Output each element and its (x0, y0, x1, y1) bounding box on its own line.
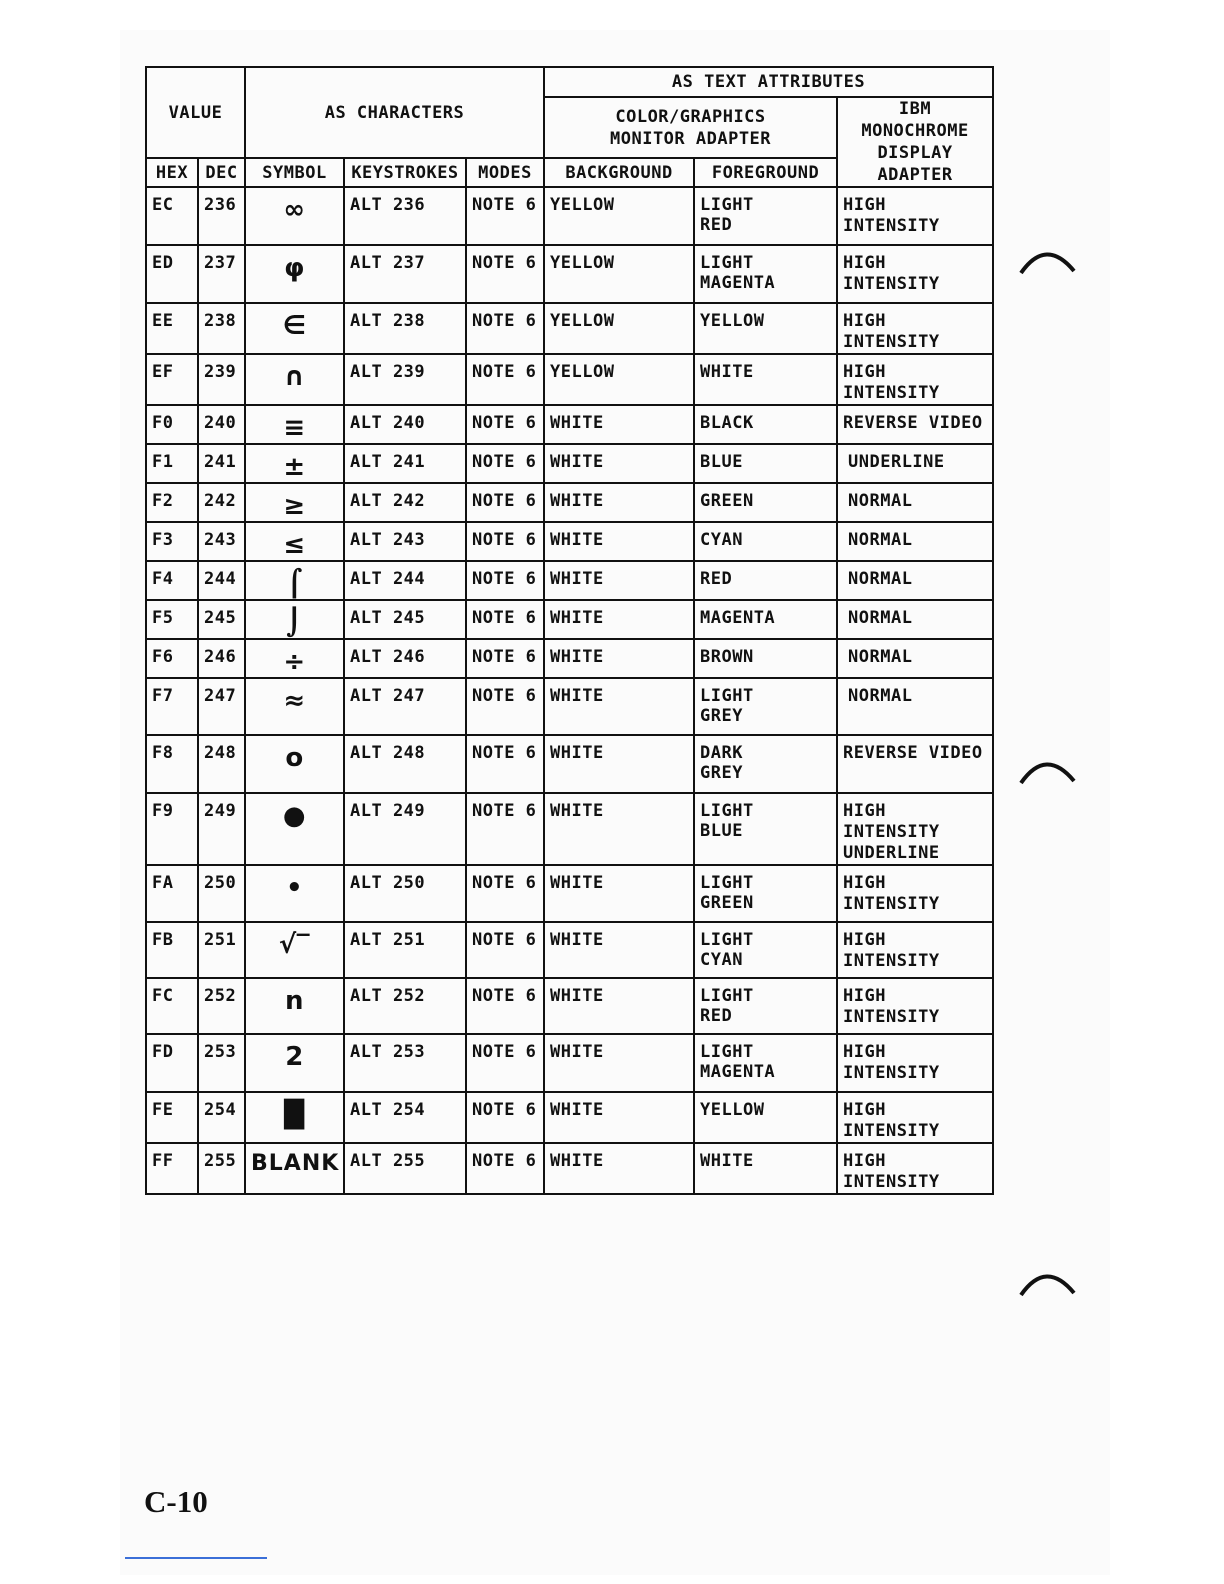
table-row (146, 522, 993, 561)
cell-symbol: ∈ (245, 303, 344, 354)
table-row (146, 483, 993, 522)
cell-dec: 251 (198, 922, 245, 978)
cell-hex: FA (146, 865, 198, 922)
table-row (146, 444, 993, 483)
cell-keystrokes: ALT 250 (344, 865, 466, 922)
table-row (146, 793, 993, 865)
cell-keystrokes: ALT 242 (344, 483, 466, 522)
header-dec: DEC (198, 158, 245, 187)
cell-foreground: RED (694, 561, 837, 600)
tab-marker-icon (1018, 243, 1076, 283)
cell-hex: F0 (146, 405, 198, 444)
cell-modes: NOTE 6 (466, 354, 544, 405)
table-row (146, 1034, 993, 1092)
cell-keystrokes: ALT 238 (344, 303, 466, 354)
cell-symbol: ∩ (245, 354, 344, 405)
cell-mono: NORMAL (837, 639, 993, 678)
cell-modes: NOTE 6 (466, 978, 544, 1034)
cell-modes: NOTE 6 (466, 444, 544, 483)
cell-keystrokes: ALT 236 (344, 187, 466, 245)
cell-background: WHITE (544, 561, 694, 600)
tab-marker-icon (1018, 753, 1076, 793)
cell-hex: EF (146, 354, 198, 405)
cell-background: YELLOW (544, 303, 694, 354)
cell-keystrokes: ALT 240 (344, 405, 466, 444)
cell-hex: FF (146, 1143, 198, 1194)
cell-hex: FC (146, 978, 198, 1034)
cell-background: WHITE (544, 1034, 694, 1092)
cell-symbol: BLANK (245, 1143, 344, 1194)
cell-background: WHITE (544, 405, 694, 444)
header-ibm-mono: IBM MONOCHROME DISPLAY ADAPTER (837, 97, 993, 187)
table-row (146, 865, 993, 922)
cell-hex: F5 (146, 600, 198, 639)
cell-symbol: ÷ (245, 639, 344, 678)
cell-modes: NOTE 6 (466, 865, 544, 922)
cell-background: WHITE (544, 922, 694, 978)
cell-foreground: LIGHT MAGENTA (694, 1034, 837, 1092)
cell-modes: NOTE 6 (466, 561, 544, 600)
cell-keystrokes: ALT 245 (344, 600, 466, 639)
cell-modes: NOTE 6 (466, 793, 544, 865)
cell-keystrokes: ALT 255 (344, 1143, 466, 1194)
table-body (146, 187, 993, 1194)
cell-hex: EC (146, 187, 198, 245)
cell-background: WHITE (544, 678, 694, 735)
cell-modes: NOTE 6 (466, 922, 544, 978)
cell-foreground: BLUE (694, 444, 837, 483)
cell-hex: F7 (146, 678, 198, 735)
cell-symbol: o (245, 735, 344, 793)
header-color-graphics: COLOR/GRAPHICS MONITOR ADAPTER (544, 97, 837, 158)
cell-hex: EE (146, 303, 198, 354)
cell-mono: HIGH INTENSITY (837, 1092, 993, 1143)
cell-keystrokes: ALT 239 (344, 354, 466, 405)
cell-modes: NOTE 6 (466, 639, 544, 678)
cell-foreground: YELLOW (694, 303, 837, 354)
cell-keystrokes: ALT 252 (344, 978, 466, 1034)
cell-background: YELLOW (544, 245, 694, 303)
cell-foreground: YELLOW (694, 1092, 837, 1143)
cell-modes: NOTE 6 (466, 735, 544, 793)
cell-background: WHITE (544, 1092, 694, 1143)
cell-foreground: LIGHT MAGENTA (694, 245, 837, 303)
cell-foreground: LIGHT RED (694, 978, 837, 1034)
cell-hex: F2 (146, 483, 198, 522)
cell-foreground: DARK GREY (694, 735, 837, 793)
cell-keystrokes: ALT 244 (344, 561, 466, 600)
cell-dec: 243 (198, 522, 245, 561)
cell-symbol: ≡ (245, 405, 344, 444)
cell-symbol: ≤ (245, 522, 344, 561)
cell-dec: 244 (198, 561, 245, 600)
cell-modes: NOTE 6 (466, 1143, 544, 1194)
cell-symbol: ⌠ (245, 561, 344, 600)
cell-symbol: ⌡ (245, 600, 344, 639)
cell-mono: REVERSE VIDEO (837, 735, 993, 793)
cell-mono: HIGH INTENSITY (837, 303, 993, 354)
cell-modes: NOTE 6 (466, 303, 544, 354)
cell-mono: HIGH INTENSITY (837, 354, 993, 405)
cell-hex: F9 (146, 793, 198, 865)
cell-background: WHITE (544, 483, 694, 522)
cell-foreground: LIGHT GREY (694, 678, 837, 735)
cell-keystrokes: ALT 254 (344, 1092, 466, 1143)
cell-symbol: 2 (245, 1034, 344, 1092)
cell-symbol: √‾ (245, 922, 344, 978)
cell-background: WHITE (544, 793, 694, 865)
cell-mono: HIGH INTENSITY UNDERLINE (837, 793, 993, 865)
cell-foreground: LIGHT CYAN (694, 922, 837, 978)
table-row (146, 735, 993, 793)
page-number: C-10 (144, 1484, 208, 1519)
bottom-rule (125, 1557, 267, 1559)
cell-symbol: ∞ (245, 187, 344, 245)
cell-dec: 246 (198, 639, 245, 678)
cell-hex: FD (146, 1034, 198, 1092)
cell-keystrokes: ALT 241 (344, 444, 466, 483)
cell-mono: HIGH INTENSITY (837, 978, 993, 1034)
cell-foreground: BROWN (694, 639, 837, 678)
cell-mono: HIGH INTENSITY (837, 922, 993, 978)
cell-hex: F3 (146, 522, 198, 561)
table-row (146, 405, 993, 444)
cell-background: YELLOW (544, 354, 694, 405)
cell-background: WHITE (544, 978, 694, 1034)
cell-dec: 236 (198, 187, 245, 245)
cell-background: WHITE (544, 865, 694, 922)
cell-modes: NOTE 6 (466, 187, 544, 245)
cell-dec: 237 (198, 245, 245, 303)
cell-keystrokes: ALT 247 (344, 678, 466, 735)
cell-dec: 254 (198, 1092, 245, 1143)
cell-keystrokes: ALT 251 (344, 922, 466, 978)
cell-background: WHITE (544, 1143, 694, 1194)
cell-modes: NOTE 6 (466, 483, 544, 522)
table-row (146, 1143, 993, 1194)
cell-keystrokes: ALT 249 (344, 793, 466, 865)
table-row (146, 303, 993, 354)
cell-hex: F6 (146, 639, 198, 678)
table-row (146, 187, 993, 245)
table-row (146, 1092, 993, 1143)
header-hex: HEX (146, 158, 198, 187)
cell-keystrokes: ALT 243 (344, 522, 466, 561)
cell-dec: 239 (198, 354, 245, 405)
cell-mono: UNDERLINE (837, 444, 993, 483)
cell-dec: 247 (198, 678, 245, 735)
cell-keystrokes: ALT 237 (344, 245, 466, 303)
cell-dec: 253 (198, 1034, 245, 1092)
ascii-attribute-table (145, 66, 994, 1195)
table-row (146, 978, 993, 1034)
cell-hex: F1 (146, 444, 198, 483)
cell-modes: NOTE 6 (466, 405, 544, 444)
cell-foreground: MAGENTA (694, 600, 837, 639)
cell-foreground: WHITE (694, 1143, 837, 1194)
tab-marker-icon (1018, 1265, 1076, 1305)
header-foreground: FOREGROUND (694, 158, 837, 187)
cell-symbol: ● (245, 793, 344, 865)
cell-foreground: GREEN (694, 483, 837, 522)
cell-background: WHITE (544, 444, 694, 483)
cell-foreground: LIGHT RED (694, 187, 837, 245)
cell-dec: 238 (198, 303, 245, 354)
cell-keystrokes: ALT 246 (344, 639, 466, 678)
cell-hex: FE (146, 1092, 198, 1143)
table-row (146, 600, 993, 639)
cell-foreground: LIGHT BLUE (694, 793, 837, 865)
cell-symbol: φ (245, 245, 344, 303)
table-row (146, 678, 993, 735)
cell-keystrokes: ALT 248 (344, 735, 466, 793)
header-modes: MODES (466, 158, 544, 187)
cell-mono: HIGH INTENSITY (837, 1034, 993, 1092)
header-keystrokes: KEYSTROKES (344, 158, 466, 187)
table-row (146, 561, 993, 600)
cell-dec: 241 (198, 444, 245, 483)
cell-mono: NORMAL (837, 600, 993, 639)
header-as-characters: AS CHARACTERS (245, 67, 544, 158)
cell-mono: NORMAL (837, 522, 993, 561)
cell-background: WHITE (544, 522, 694, 561)
table-row (146, 639, 993, 678)
cell-modes: NOTE 6 (466, 1092, 544, 1143)
cell-foreground: WHITE (694, 354, 837, 405)
cell-modes: NOTE 6 (466, 600, 544, 639)
cell-background: WHITE (544, 639, 694, 678)
header-background: BACKGROUND (544, 158, 694, 187)
cell-foreground: BLACK (694, 405, 837, 444)
table-row (146, 922, 993, 978)
cell-mono: HIGH INTENSITY (837, 245, 993, 303)
table-row (146, 245, 993, 303)
cell-mono: HIGH INTENSITY (837, 865, 993, 922)
table-row (146, 354, 993, 405)
cell-mono: NORMAL (837, 561, 993, 600)
cell-foreground: LIGHT GREEN (694, 865, 837, 922)
cell-background: YELLOW (544, 187, 694, 245)
cell-mono: REVERSE VIDEO (837, 405, 993, 444)
cell-foreground: CYAN (694, 522, 837, 561)
cell-hex: FB (146, 922, 198, 978)
cell-dec: 249 (198, 793, 245, 865)
cell-modes: NOTE 6 (466, 1034, 544, 1092)
cell-dec: 250 (198, 865, 245, 922)
cell-dec: 240 (198, 405, 245, 444)
cell-mono: NORMAL (837, 483, 993, 522)
header-as-text-attributes: AS TEXT ATTRIBUTES (544, 67, 993, 97)
cell-hex: ED (146, 245, 198, 303)
cell-dec: 245 (198, 600, 245, 639)
cell-modes: NOTE 6 (466, 522, 544, 561)
cell-symbol: ± (245, 444, 344, 483)
cell-background: WHITE (544, 735, 694, 793)
cell-modes: NOTE 6 (466, 678, 544, 735)
cell-symbol: ≈ (245, 678, 344, 735)
cell-mono: HIGH INTENSITY (837, 187, 993, 245)
cell-dec: 242 (198, 483, 245, 522)
cell-keystrokes: ALT 253 (344, 1034, 466, 1092)
cell-background: WHITE (544, 600, 694, 639)
cell-symbol: n (245, 978, 344, 1034)
header-symbol: SYMBOL (245, 158, 344, 187)
cell-hex: F4 (146, 561, 198, 600)
cell-dec: 248 (198, 735, 245, 793)
header-value: VALUE (146, 67, 245, 158)
cell-symbol: █ (245, 1092, 344, 1143)
cell-modes: NOTE 6 (466, 245, 544, 303)
cell-dec: 255 (198, 1143, 245, 1194)
cell-hex: F8 (146, 735, 198, 793)
cell-symbol: ≥ (245, 483, 344, 522)
cell-mono: HIGH INTENSITY (837, 1143, 993, 1194)
cell-mono: NORMAL (837, 678, 993, 735)
cell-symbol: • (245, 865, 344, 922)
cell-dec: 252 (198, 978, 245, 1034)
